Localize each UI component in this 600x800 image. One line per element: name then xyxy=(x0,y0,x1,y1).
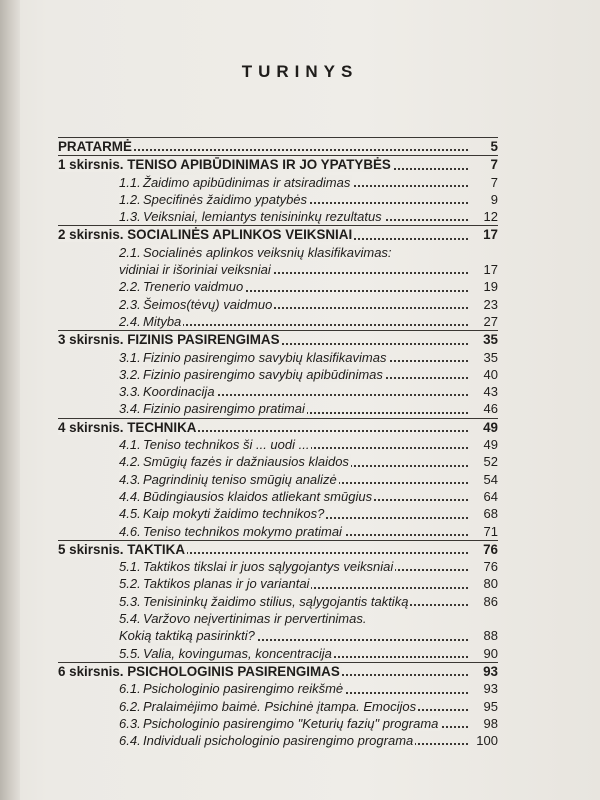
toc-page-number: 52 xyxy=(483,454,498,470)
toc-label: Tenisininkų žaidimo stilius, sąlygojantis taktiką xyxy=(143,593,409,609)
toc-page-number: 90 xyxy=(483,645,498,661)
toc-page-number: 5 xyxy=(490,139,498,154)
toc-section-row xyxy=(58,698,498,715)
toc-label: 5 skirsnis. TAKTIKA xyxy=(58,541,185,557)
toc-number: 1.1. xyxy=(119,174,141,190)
toc-page-number: 88 xyxy=(483,628,498,644)
toc-section-row xyxy=(58,471,498,488)
toc-section-row xyxy=(58,296,498,313)
toc-page-number: 7 xyxy=(490,174,498,190)
toc-page-number: 9 xyxy=(490,191,498,207)
toc-label: vidiniai ir išoriniai veiksniai xyxy=(119,262,271,278)
toc-page-number: 40 xyxy=(483,366,498,382)
toc-number: 3.4. xyxy=(119,401,141,417)
toc-section-row xyxy=(58,244,498,261)
toc-chapter-row xyxy=(58,330,498,348)
toc-label: Kokią taktiką pasirinkti? xyxy=(119,628,255,644)
toc-number: 2.2. xyxy=(119,279,141,295)
toc-number: 4.1. xyxy=(119,437,141,453)
toc-label: Teniso technikos mokymo pratimai xyxy=(143,523,342,539)
toc-chapter-row xyxy=(58,418,498,436)
toc-label: Fizinio pasirengimo savybių apibūdinimas xyxy=(143,366,383,382)
toc-page-number: 80 xyxy=(483,576,498,592)
toc-number: 2.4. xyxy=(119,313,141,329)
toc-page-number: 54 xyxy=(483,471,498,487)
toc-section-row xyxy=(58,732,498,749)
toc-number: 5.3. xyxy=(119,593,141,609)
toc-number: 4.6. xyxy=(119,523,141,539)
toc-label: PRATARMĖ xyxy=(58,139,132,154)
toc-page-number: 43 xyxy=(483,384,498,400)
toc-label: Kaip mokyti žaidimo technikos? xyxy=(143,506,325,522)
toc-section-row xyxy=(58,610,498,627)
toc-page-number: 27 xyxy=(483,313,498,329)
toc-label: Teniso technikos ši ... uodi ... xyxy=(143,437,310,453)
toc-page-number: 35 xyxy=(483,349,498,365)
toc-number: 4.3. xyxy=(119,471,141,487)
toc-page-number: 46 xyxy=(483,401,498,417)
toc-chapter-row xyxy=(58,225,498,243)
toc-number: 6.1. xyxy=(119,681,141,697)
toc-section-row xyxy=(58,505,498,522)
toc-label: Veiksniai, lemiantys tenisininkų rezultatus xyxy=(143,209,382,225)
toc-label: Šeimos(tėvų) vaidmuo xyxy=(143,296,273,312)
toc-section-row xyxy=(58,278,498,295)
toc-page-number: 95 xyxy=(483,698,498,714)
toc-section-row xyxy=(58,313,498,330)
table-of-contents xyxy=(58,137,498,749)
toc-page-number: 98 xyxy=(483,715,498,731)
toc-page-number: 76 xyxy=(483,559,498,575)
toc-label: Žaidimo apibūdinimas ir atsiradimas xyxy=(143,174,351,190)
book-spine-shadow xyxy=(0,0,20,800)
toc-label: 6 skirsnis. PSICHOLOGINIS PASIRENGIMAS xyxy=(58,663,340,679)
toc-number: 4.2. xyxy=(119,454,141,470)
toc-chapter-row xyxy=(58,662,498,680)
toc-label: 2 skirsnis. SOCIALINĖS APLINKOS VEIKSNIAI xyxy=(58,227,353,243)
toc-chapter-row xyxy=(58,540,498,558)
toc-page-number: 76 xyxy=(483,541,498,557)
toc-page-number: 35 xyxy=(483,332,498,348)
toc-page-number: 19 xyxy=(483,279,498,295)
toc-label: 1 skirsnis. TENISO APIBŪDINIMAS IR JO YPATYBĖS xyxy=(58,157,391,173)
toc-section-row xyxy=(58,208,498,225)
toc-label: Fizinio pasirengimo pratimai xyxy=(143,401,305,417)
toc-section-row xyxy=(58,436,498,453)
toc-section-row xyxy=(58,575,498,592)
toc-label: Specifinės žaidimo ypatybės xyxy=(143,191,308,207)
toc-label: Taktikos tikslai ir juos sąlygojantys veiksniai xyxy=(143,559,394,575)
toc-section-row xyxy=(58,383,498,400)
toc-section-row xyxy=(58,715,498,732)
toc-section-row xyxy=(58,400,498,417)
toc-label: 3 skirsnis. FIZINIS PASIRENGIMAS xyxy=(58,332,280,348)
toc-section-row xyxy=(58,261,498,278)
toc-section-row xyxy=(58,349,498,366)
toc-label: Psichologinio pasirengimo "Keturių fazių" programa xyxy=(143,715,439,731)
toc-number: 3.1. xyxy=(119,349,141,365)
toc-number: 2.3. xyxy=(119,296,141,312)
toc-number: 5.5. xyxy=(119,645,141,661)
toc-page-number: 68 xyxy=(483,506,498,522)
toc-label: Pralaimėjimo baimė. Psichinė įtampa. Emocijos xyxy=(143,698,417,714)
toc-label: Individuali psichologinio pasirengimo programa xyxy=(143,733,414,749)
toc-page-number: 71 xyxy=(483,523,498,539)
toc-label: Smūgių fazės ir dažniausios klaidos xyxy=(143,454,349,470)
toc-section-row xyxy=(58,488,498,505)
toc-number: 6.4. xyxy=(119,733,141,749)
toc-label: Psichologinio pasirengimo reikšmė xyxy=(143,681,344,697)
toc-page-number: 100 xyxy=(476,733,498,749)
toc-page-number: 7 xyxy=(490,157,498,173)
toc-number: 6.3. xyxy=(119,715,141,731)
toc-page-number: 23 xyxy=(483,296,498,312)
toc-number: 5.4. xyxy=(119,611,141,627)
toc-label: Mityba xyxy=(143,313,182,329)
toc-section-row xyxy=(58,453,498,470)
toc-label: Taktikos planas ir jo variantai xyxy=(143,576,310,592)
toc-page-number: 17 xyxy=(483,227,498,243)
toc-page-number: 93 xyxy=(483,663,498,679)
toc-label: Koordinacija xyxy=(143,384,215,400)
toc-label: Būdingiausios klaidos atliekant smūgius xyxy=(143,488,373,504)
toc-label: 4 skirsnis. TECHNIKA xyxy=(58,419,197,435)
toc-page-number: 64 xyxy=(483,488,498,504)
toc-page-number: 49 xyxy=(483,437,498,453)
toc-section-row xyxy=(58,558,498,575)
toc-label: Valia, kovingumas, koncentracija xyxy=(143,645,332,661)
toc-number: 1.3. xyxy=(119,209,141,225)
toc-number: 5.2. xyxy=(119,576,141,592)
toc-page-number: 49 xyxy=(483,419,498,435)
toc-chapter-row xyxy=(58,155,498,173)
toc-section-row xyxy=(58,523,498,540)
toc-section-row xyxy=(58,645,498,662)
toc-number: 5.1. xyxy=(119,559,141,575)
toc-number: 3.3. xyxy=(119,384,141,400)
toc-label: Pagrindinių teniso smūgių analizė xyxy=(143,471,337,487)
toc-label: Varžovo neįvertinimas ir pervertinimas. xyxy=(143,611,367,627)
toc-section-row xyxy=(58,366,498,383)
toc-page-number: 17 xyxy=(483,262,498,278)
toc-section-row xyxy=(58,593,498,610)
toc-number: 1.2. xyxy=(119,191,141,207)
toc-number: 2.1. xyxy=(119,244,141,260)
toc-chapter-row xyxy=(58,137,498,155)
toc-label: Fizinio pasirengimo savybių klasifikavimas xyxy=(143,349,387,365)
toc-section-row xyxy=(58,191,498,208)
toc-section-row xyxy=(58,627,498,644)
toc-label: Trenerio vaidmuo xyxy=(143,279,244,295)
toc-section-row xyxy=(58,680,498,697)
toc-section-row xyxy=(58,174,498,191)
toc-number: 4.4. xyxy=(119,488,141,504)
toc-page-number: 86 xyxy=(483,593,498,609)
page-title: TURINYS xyxy=(241,62,359,81)
toc-number: 3.2. xyxy=(119,366,141,382)
toc-page-number: 12 xyxy=(483,209,498,225)
toc-page-number: 93 xyxy=(483,681,498,697)
toc-number: 6.2. xyxy=(119,698,141,714)
toc-label: Socialinės aplinkos veiksnių klasifikavimas: xyxy=(143,244,392,260)
toc-number: 4.5. xyxy=(119,506,141,522)
